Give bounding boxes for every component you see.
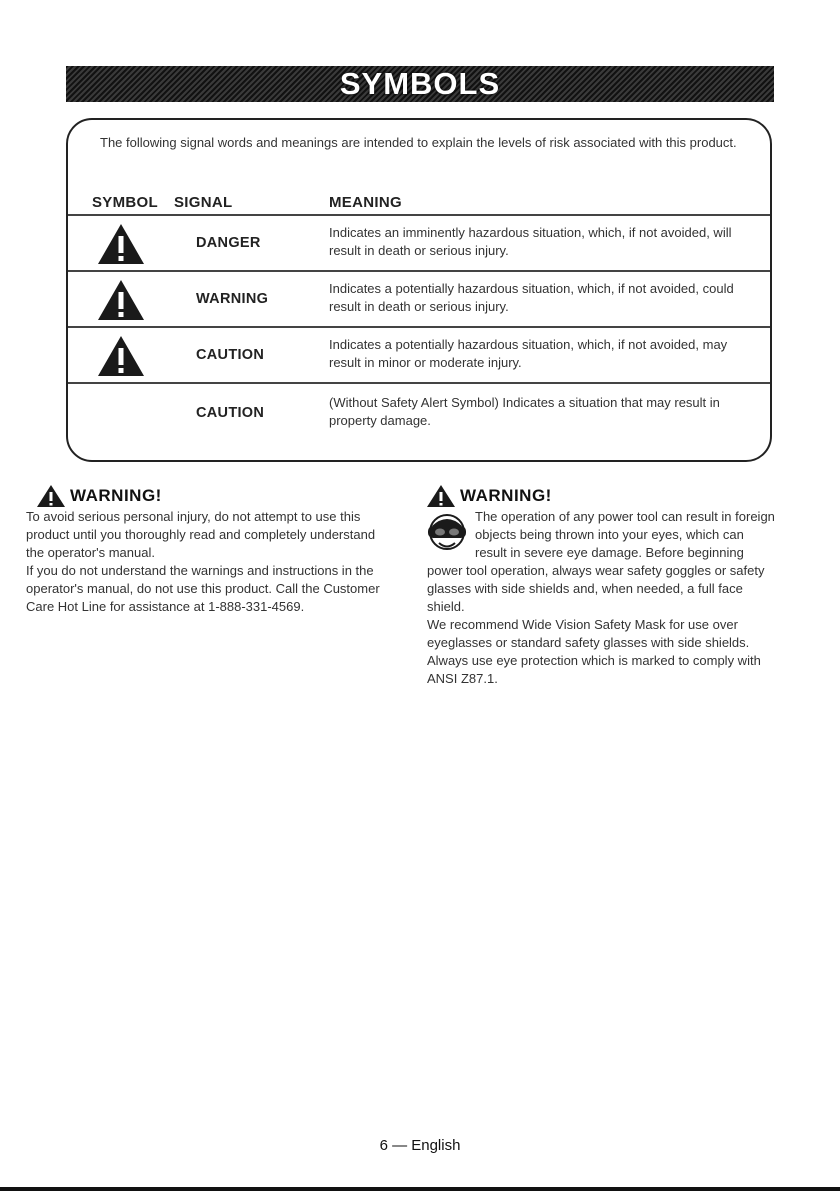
warning-heading-left xyxy=(36,484,162,508)
warning-title: WARNING! xyxy=(70,486,162,505)
warning-paragraph: If you do not understand the warnings and instructions in the operator's manual, do not use this product. Call the Customer Care Hot Line for assistance at 1-888-331-4569. xyxy=(26,563,380,614)
signal-word: DANGER xyxy=(196,235,261,251)
signal-meaning: Indicates a potentially hazardous situation, which, if not avoided, could result in death or serious injury. xyxy=(329,281,734,314)
signal-word: CAUTION xyxy=(196,347,265,363)
section-title: SYMBOLS xyxy=(339,66,501,101)
safety-alert-triangle-icon xyxy=(96,222,146,266)
symbols-table xyxy=(66,118,772,462)
signal-meaning: (Without Safety Alert Symbol) Indicates a situation that may result in property damage. xyxy=(329,395,720,428)
header-symbol: SYMBOL xyxy=(92,194,158,211)
signal-word: CAUTION xyxy=(196,405,265,421)
signal-word: WARNING xyxy=(196,291,269,307)
warning-paragraph: To avoid serious personal injury, do not attempt to use this product until you thoroughly read and completely understand the operator's manual. xyxy=(26,509,376,560)
symbols-banner xyxy=(66,66,774,102)
symbols-intro: The following signal words and meanings are intended to explain the levels of risk associated with this product. xyxy=(100,135,737,150)
table-row xyxy=(68,216,770,274)
warning-heading-right xyxy=(426,484,552,508)
safety-alert-triangle-icon xyxy=(96,334,146,378)
table-row xyxy=(68,328,770,386)
bottom-rule xyxy=(0,1187,840,1191)
row-divider xyxy=(68,382,770,384)
page-number: 6 — English xyxy=(379,1137,461,1154)
signal-meaning: Indicates an imminently hazardous situation, which, if not avoided, will result in death or serious injury. xyxy=(329,225,732,258)
safety-alert-triangle-icon xyxy=(96,278,146,322)
warning-paragraph: We recommend Wide Vision Safety Mask for use over eyeglasses or standard safety glasses with side shields. Always use eye protection which is marked to comply with ANSI Z87.1. xyxy=(427,617,761,686)
safety-alert-triangle-icon xyxy=(426,484,456,508)
table-row xyxy=(68,386,770,444)
safety-alert-triangle-icon xyxy=(36,484,66,508)
warning-paragraph: The operation of any power tool can result in foreign objects being thrown into your eyes, which can result in severe eye damage. Before beginning power tool operation, always wear safety goggles or safety glasses with side shields and, when needed, a full face shield. xyxy=(427,509,775,614)
header-signal: SIGNAL xyxy=(174,194,233,211)
warning-text-left xyxy=(26,508,396,616)
warning-text-right xyxy=(427,508,777,688)
warning-title: WARNING! xyxy=(460,486,552,505)
table-row xyxy=(68,272,770,330)
signal-meaning: Indicates a potentially hazardous situation, which, if not avoided, may result in minor or moderate injury. xyxy=(329,337,728,370)
eye-protection-goggles-icon xyxy=(425,510,469,556)
header-meaning: MEANING xyxy=(329,194,402,211)
